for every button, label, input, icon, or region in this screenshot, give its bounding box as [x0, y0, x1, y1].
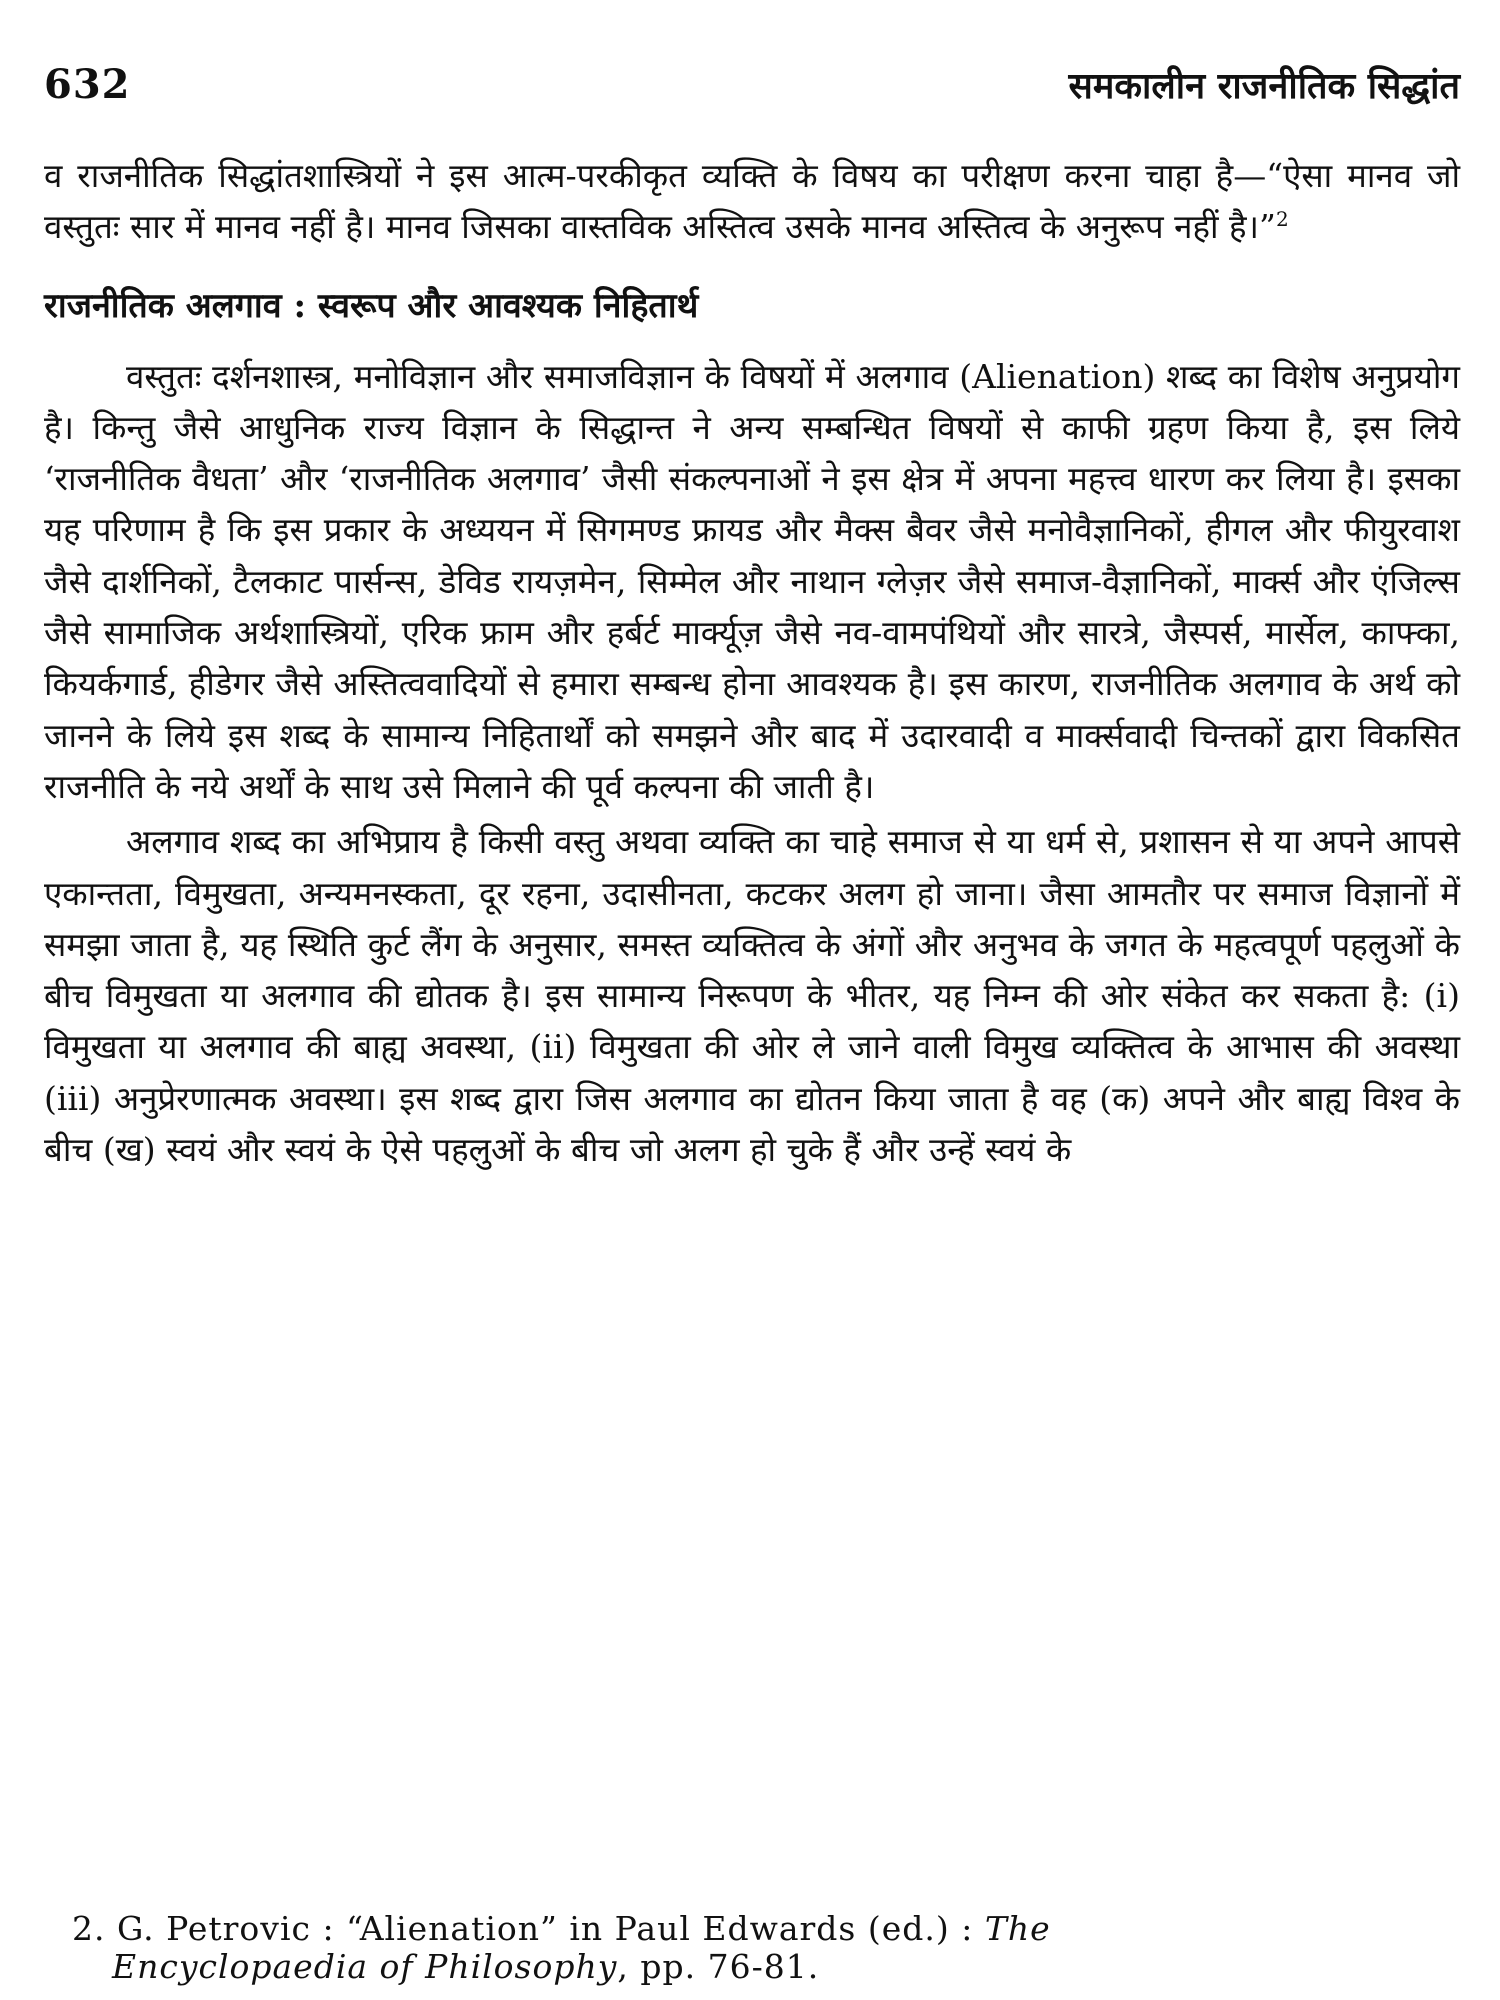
- footnote-title-end: Encyclopaedia of Philosophy: [112, 1947, 618, 1986]
- body-text: [44, 150, 1460, 1175]
- running-title: समकालीन राजनीतिक सिद्धांत: [1068, 65, 1460, 107]
- footnote-pages: , pp. 76-81.: [617, 1947, 820, 1986]
- running-header: [44, 60, 1460, 132]
- footnote-citation: 2. G. Petrovic : “Alienation” in Paul Edwards (ed.) :: [72, 1909, 974, 1948]
- paragraph-3: अलगाव शब्द का अभिप्राय है किसी वस्तु अथवा व्यक्ति का चाहे समाज से या धर्म से, प्रशासन से या अपने आपसे एकान्तता, विमुखता, अन्यमनस्कता, दूर रहना, उदासीनता, कटकर अलग हो जाना। जैसा आमतौर पर समाज विज्ञानों में समझा जाता है, यह स्थिति कुर्ट लैंग के अनुसार, समस्त व्यक्तित्व के अंगों और अनुभव के जगत के महत्वपूर्ण पहलुओं के बीच विमुखता या अलगाव की द्योतक है। इस सामान्य निरूपण के भीतर, यह निम्न की ओर संकेत कर सकता है: (i) विमुखता या अलगाव की बाह्य अवस्था, (ii) विमुखता की ओर ले जाने वाली विमुख व्यक्तित्व के आभास की अवस्था (iii) अनुप्रेरणात्मक अवस्था। इस शब्द द्वारा जिस अलगाव का द्योतन किया जाता है वह (क) अपने और बाह्य विश्व के बीच (ख) स्वयं और स्वयं के ऐसे पहलुओं के बीच जो अलग हो चुके हैं और उन्हें स्वयं के: [44, 822, 1460, 1170]
- footnote-line-1: [72, 1910, 1460, 1948]
- paragraph-2: वस्तुतः दर्शनशास्त्र, मनोविज्ञान और समाजविज्ञान के विषयों में अलगाव (Alienation) शब्द का विशेष अनुप्रयोग है। किन्तु जैसे आधुनिक राज्य विज्ञान के सिद्धान्त ने अन्य सम्बन्धित विषयों से काफी ग्रहण किया है, इस लिये ‘राजनीतिक वैधता’ और ‘राजनीतिक अलगाव’ जैसी संकल्पनाओं ने इस क्षेत्र में अपना महत्त्व धारण कर लिया है। इसका यह परिणाम है कि इस प्रकार के अध्ययन में सिगमण्ड फ्रायड और मैक्स बैवर जैसे मनोवैज्ञानिकों, हीगल और फीयुरवाश जैसे दार्शनिकों, टैलकाट पार्सन्स, डेविड रायज़मेन, सिम्मेल और नाथान ग्लेज़र जैसे समाज-वैज्ञानिकों, मार्क्स और एंजिल्स जैसे सामाजिक अर्थशास्त्रियों, एरिक फ्राम और हर्बर्ट मार्क्यूज़ जैसे नव-वामपंथियों और सारत्रे, जैस्पर्स, मार्सेल, काफ्का, कियर्कगार्ड, हीडेगर जैसे अस्तित्ववादियों से हमारा सम्बन्ध होना आवश्यक है। इस कारण, राजनीतिक अलगाव के अर्थ को जानने के लिये इस शब्द के सामान्य निहितार्थों को समझने और बाद में उदारवादी व मार्क्सवादी चिन्तकों द्वारा विकसित राजनीति के नये अर्थों के साथ उसे मिलाने की पूर्व कल्पना की जाती है।: [44, 356, 1460, 806]
- paragraph-1-text: व राजनीतिक सिद्धांतशास्त्रियों ने इस आत्म-परकीकृत व्यक्ति के विषय का परीक्षण करना चाहा है—“ऐसा मानव जो वस्तुतः सार में मानव नहीं है। मानव जिसका वास्तविक अस्तित्व उसके मानव अस्तित्व के अनुरूप नहीं है।”: [44, 156, 1460, 247]
- footnote: [72, 1910, 1460, 1986]
- paragraph-1: [44, 150, 1460, 253]
- footnote-title-start: The: [984, 1909, 1051, 1948]
- footnote-line-2: [72, 1948, 1460, 1986]
- page-number: 632: [44, 61, 131, 108]
- section-heading: राजनीतिक अलगाव : स्वरूप और आवश्यक निहितार्थ: [44, 285, 699, 326]
- footnote-marker: 2: [1275, 207, 1289, 232]
